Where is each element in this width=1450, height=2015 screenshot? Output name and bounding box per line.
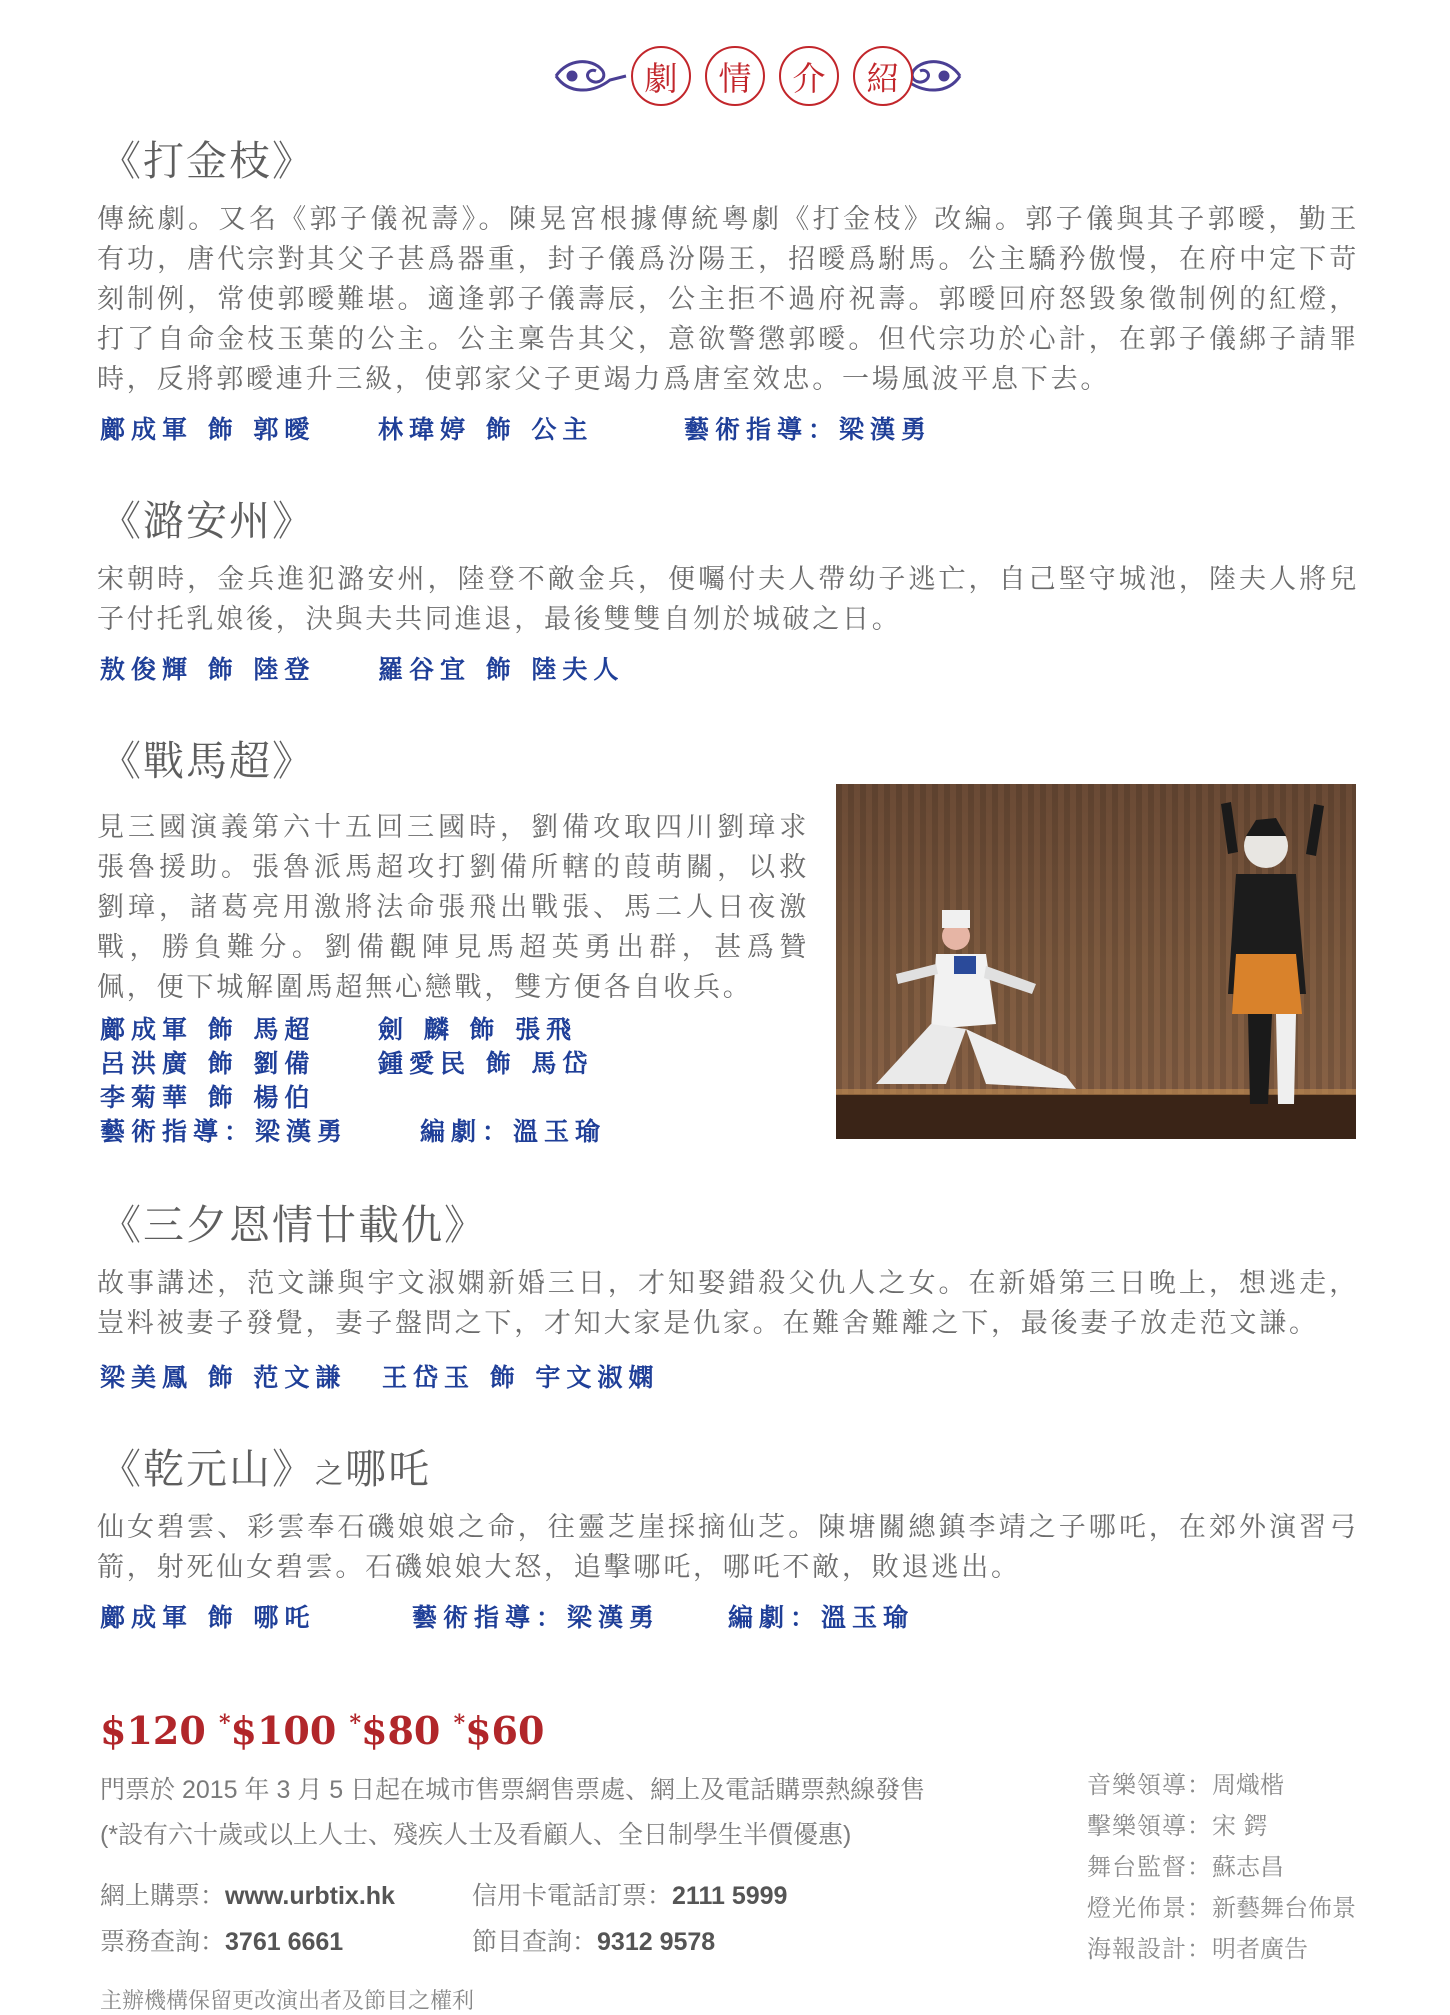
play-synopsis: 故事講述，范文謙與宇文淑嫻新婚三日，才知娶錯殺父仇人之女。在新婚第三日晚上，想逃走，豈料被妻子發覺，妻子盤問之下，才知大家是仇家。在難舍難離之下，最後妻子放走范文謙。: [97, 1268, 1359, 1339]
header-char: 紹: [853, 46, 913, 106]
sale-info: [100, 1770, 925, 1806]
price-asterisk: *: [219, 1710, 231, 1737]
credit-label: 音樂領導：: [1087, 1772, 1212, 1799]
credit-label: 海報設計：: [1087, 1936, 1212, 1963]
credit-row: [1087, 1929, 1356, 1970]
cast-line: 敖俊輝 飾 陸登: [100, 655, 316, 684]
concession-note: (*設有六十歲或以上人士、殘疾人士及看顧人、全日制學生半價優惠): [100, 1821, 852, 1849]
sale-text: 門票於: [100, 1776, 182, 1804]
cast-line: 王岱玉 飾 宇文淑嫻: [382, 1363, 660, 1392]
sale-text: 日起在城市售票網售票處、網上及電話購票熱線發售: [343, 1776, 926, 1804]
price: $100: [230, 1708, 337, 1753]
production-credits: [1087, 1765, 1356, 1970]
credit-label: 燈光佈景：: [1087, 1895, 1212, 1922]
play-title-tail: 哪吒: [345, 1445, 432, 1493]
play-title: 《三夕恩情廿載仇》: [100, 1201, 487, 1249]
sale-text: 月: [290, 1776, 330, 1804]
credit-row: [1087, 1765, 1356, 1806]
cast-line: 藝術指導：梁漢勇: [684, 415, 933, 444]
cast-line: 林瑋婷 飾 公主: [378, 415, 594, 444]
sale-text: 年: [237, 1776, 277, 1804]
cast-line: 藝術指導：梁漢勇: [100, 1117, 349, 1146]
play-synopsis: 見三國演義第六十五回三國時，劉備攻取四川劉璋求張魯援助。張魯派馬超攻打劉備所轄的葭萌關，以救劉璋，諸葛亮用激將法命張飛出戰張、馬二人日夜激戰，勝負難分。劉備觀陣見馬超英勇出群，甚爲贊佩，便下城解圍馬超無心戀戰，雙方便各自收兵。: [97, 812, 809, 1003]
programme-label: 節目查詢：: [472, 1928, 598, 1956]
ticket-enquiry: [100, 1922, 343, 1958]
sale-day: 5: [329, 1776, 344, 1804]
cast-line: 藝術指導：梁漢勇: [412, 1603, 661, 1632]
play-title: [100, 1436, 431, 1495]
programme-number: 9312 9578: [597, 1928, 716, 1956]
online-link[interactable]: www.urbtix.hk: [225, 1882, 395, 1910]
price: $60: [465, 1708, 545, 1753]
credit-value: 周熾楷: [1212, 1771, 1284, 1799]
credit-row: [1087, 1888, 1356, 1929]
credit-row: [1087, 1847, 1356, 1888]
cast-line: 鄺成軍 飾 哪吒: [100, 1603, 316, 1632]
cast-line: 羅谷宜 飾 陸夫人: [378, 655, 625, 684]
stage-photo: [836, 784, 1356, 1139]
cast-line: 劍 麟 飾 張飛: [378, 1015, 578, 1044]
cast-line: 李菊華 飾 楊伯: [100, 1083, 316, 1112]
cast-line: 鍾愛民 飾 馬岱: [378, 1049, 594, 1078]
credit-label: 舞台監督：: [1087, 1854, 1212, 1881]
credit-value: 新藝舞台佈景: [1212, 1894, 1356, 1922]
price-asterisk: *: [453, 1710, 466, 1737]
play-title-suffix: 之: [315, 1457, 346, 1490]
price-asterisk: *: [349, 1710, 362, 1737]
play-synopsis: 仙女碧雲、彩雲奉石磯娘娘之命，往靈芝崖採摘仙芝。陳塘關總鎮李靖之子哪吒，在郊外演習弓箭，射死仙女碧雲。石磯娘娘大怒，追擊哪吒，哪吒不敵，敗退逃出。: [97, 1512, 1359, 1583]
credit-label: 擊樂領導：: [1087, 1813, 1212, 1840]
enquiry-number: 3761 6661: [225, 1928, 344, 1956]
online-booking: [100, 1876, 395, 1912]
cast-line: 梁美鳳 飾 范文謙: [100, 1363, 347, 1392]
footnote: 主辦機構保留更改演出者及節目之權利: [100, 1989, 475, 2014]
play-title-main: 《乾元山》: [100, 1445, 315, 1493]
section-header: [548, 40, 968, 112]
online-label: 網上購票：: [100, 1882, 226, 1910]
play-title: 《打金枝》: [100, 137, 315, 185]
credit-value: 明者廣告: [1212, 1935, 1308, 1963]
play-title: 《戰馬超》: [100, 737, 315, 785]
credit-value: 蘇志昌: [1212, 1853, 1284, 1881]
phone-label: 信用卡電話訂票：: [472, 1882, 673, 1910]
header-char: 情: [705, 46, 765, 106]
cast-line: 編劇：溫玉瑜: [728, 1603, 915, 1632]
enquiry-label: 票務查詢：: [100, 1928, 226, 1956]
header-char: 劇: [631, 46, 691, 106]
programme-enquiry: [472, 1922, 715, 1958]
sale-month: 3: [276, 1776, 291, 1804]
phone-number: 2111 5999: [672, 1882, 788, 1910]
cast-line: 呂洪廣 飾 劉備: [100, 1049, 316, 1078]
cast-line: 編劇：溫玉瑜: [420, 1117, 607, 1146]
cast-line: 鄺成軍 飾 馬超: [100, 1015, 316, 1044]
price: $80: [361, 1708, 441, 1753]
ticket-prices: [100, 1708, 544, 1753]
header-char: 介: [779, 46, 839, 106]
play-synopsis: 傳統劇。又名《郭子儀祝壽》。陳晃宮根據傳統粵劇《打金枝》改編。郭子儀與其子郭曖，勤王有功，唐代宗對其父子甚爲器重，封子儀爲汾陽王，招曖爲駙馬。公主驕矜傲慢，在府中定下苛刻制例，常使郭曖難堪。適逢郭子儀壽辰，公主拒不過府祝壽。郭曖回府怒毀象徵制例的紅燈，打了自命金枝玉葉的公主。公主稟告其父，意欲警懲郭曖。但代宗功於心計，在郭子儀綁子請罪時，反將郭曖連升三級，使郭家父子更竭力爲唐室效忠。一場風波平息下去。: [97, 204, 1359, 395]
sale-year: 2015: [181, 1776, 238, 1804]
play-title: 《潞安州》: [100, 497, 315, 545]
price: $120: [100, 1708, 206, 1753]
credit-row: [1087, 1806, 1356, 1847]
credit-value: 宋 鍔: [1212, 1812, 1268, 1840]
play-synopsis: 宋朝時，金兵進犯潞安州，陸登不敵金兵，便囑付夫人帶幼子逃亡，自己堅守城池，陸夫人將兒子付托乳娘後，決與夫共同進退，最後雙雙自刎於城破之日。: [97, 564, 1359, 635]
phone-booking: [472, 1876, 787, 1912]
cast-line: 鄺成軍 飾 郭曖: [100, 415, 316, 444]
